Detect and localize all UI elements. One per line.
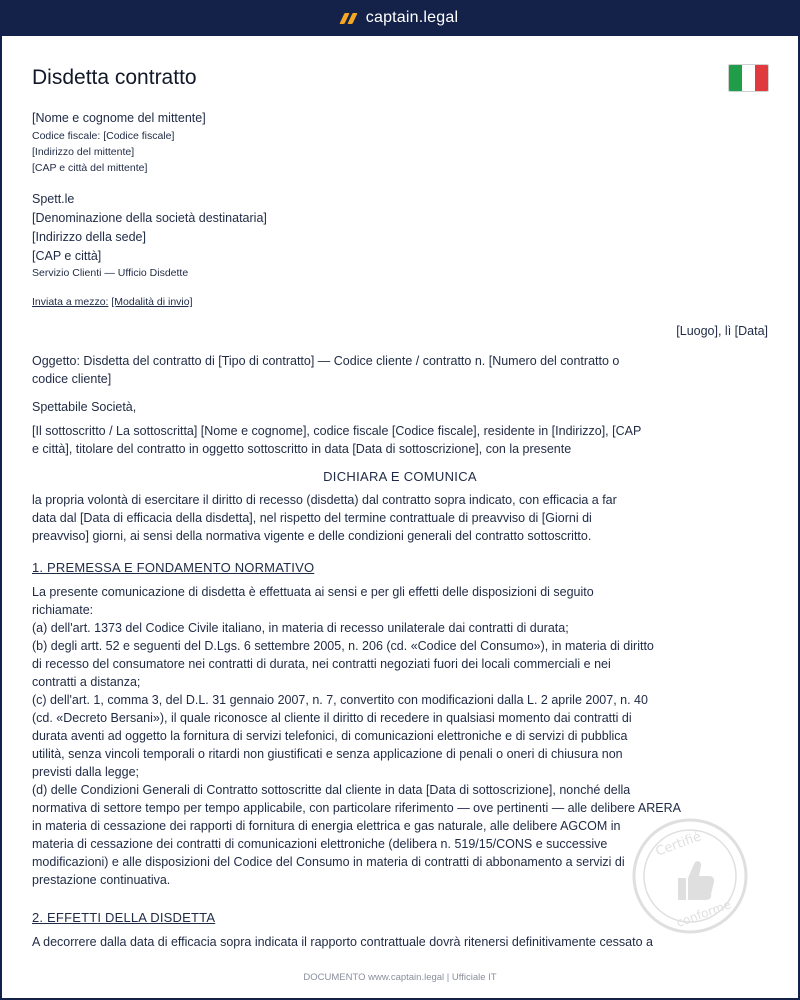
section-1-line: durata aventi ad oggetto la fornitura di servizi telefonici, di comunicazioni elettroniche e di servizi di pubblica — [32, 729, 628, 743]
captain-legal-logo-icon — [342, 13, 358, 24]
section-1-line: materia di cessazione dei contratti di comunicazioni elettroniche (delibera n. 519/15/CONS e successive — [32, 837, 608, 851]
section-1-line: (c) dell'art. 1, comma 3, del D.L. 31 gennaio 2007, n. 7, convertito con modificazioni dalla L. 2 aprile 2007, n. 40 — [32, 693, 648, 707]
document-sheet — [2, 36, 798, 998]
section-1-heading: 1. PREMESSA E FONDAMENTO NORMATIVO — [32, 560, 315, 575]
italy-flag-icon — [728, 64, 769, 92]
section-1-line: (d) delle Condizioni Generali di Contratto sottoscritte dal cliente in data [Data di sottoscrizione], nonché della — [32, 783, 631, 797]
section-1-line: prestazione continuativa. — [32, 873, 171, 887]
greeting: Spettabile Società, — [32, 400, 137, 414]
section-1-line: di recesso del consumatore nei contratti di durata, nei contratti negoziati fuori dei locali commerciali e nei — [32, 657, 611, 671]
section-1-line: contratti a distanza; — [32, 675, 141, 689]
subject — [32, 352, 744, 388]
section-1-line: modificazioni) e alle disposizioni del Codice del Consumo in materia di contratti di abbonamento a servizi di — [32, 855, 625, 869]
intro-line: [Il sottoscritto / La sottoscritta] [Nome e cognome], codice fiscale [Codice fiscale], residente in [Indirizzo], [CAP — [32, 424, 642, 438]
declaration-paragraph — [32, 491, 744, 545]
section-1-line: (cd. «Decreto Bersani»), il quale riconosce al cliente il diritto di recedere in qualsiasi momento dai contratti di — [32, 711, 632, 725]
sender-name: [Nome e cognome del mittente] — [32, 111, 206, 125]
brand-name[interactable]: captain.legal — [365, 9, 459, 26]
top-bar — [0, 0, 800, 36]
section-1-line: (b) degli artt. 52 e seguenti del D.Lgs. 6 settembre 2005, n. 206 (cd. «Codice del Consumo»), in materia di diritto — [32, 639, 654, 653]
declaration-line: preavviso] giorni, ai sensi della normativa vigente e delle condizioni generali del contratto sottoscritto. — [32, 529, 592, 543]
section-1-line: (a) dell'art. 1373 del Codice Civile italiano, in materia di recesso unilaterale dai contratti di durata; — [32, 621, 569, 635]
section-1-line: previsti dalla legge; — [32, 765, 140, 779]
declaration-line: data dal [Data di efficacia della disdetta], nel rispetto del termine contrattuale di preavviso di [Giorni di — [32, 511, 592, 525]
svg-text:Certifié: Certifié — [653, 829, 704, 860]
section-1-line: richiamate: — [32, 603, 94, 617]
section-2-heading: 2. EFFETTI DELLA DISDETTA — [32, 910, 216, 925]
footer: DOCUMENTO www.captain.legal | Ufficiale IT — [303, 972, 497, 983]
declaration-heading: DICHIARA E COMUNICA — [323, 469, 477, 484]
subject-line: Oggetto: Disdetta del contratto di [Tipo di contratto] — Codice cliente / contratto n. [Numero del contratto o — [32, 354, 620, 368]
sender-address: [Indirizzo del mittente] — [32, 146, 135, 158]
section-1-line: normativa di settore tempo per tempo applicabile, con particolare riferimento — ove pertinenti — alle delibere ARERA — [32, 801, 681, 815]
certified-stamp-icon — [630, 816, 750, 936]
sent-via-value: [Modalità di invio] — [111, 296, 193, 308]
section-1-line: in materia di cessazione dei rapporti di fornitura di energia elettrica e gas naturale, alle delibere AGCOM in — [32, 819, 621, 833]
svg-text:conforme: conforme — [674, 897, 733, 930]
section-1-line: utilità, senza vincoli temporali o ritardi non giustificati e senza applicazione di penali o oneri di chiusura non — [32, 747, 623, 761]
recipient-company: [Denominazione della società destinataria] — [32, 211, 267, 225]
sent-via — [32, 296, 193, 308]
intro-paragraph — [32, 422, 744, 458]
section-2-line: A decorrere dalla data di efficacia sopra indicata il rapporto contrattuale dovrà ritenersi definitivamente cessato a — [32, 935, 653, 949]
place-date: [Luogo], lì [Data] — [676, 324, 768, 338]
sender-city: [CAP e città del mittente] — [32, 162, 148, 174]
document-title: Disdetta contratto — [32, 66, 197, 89]
section-1-line: La presente comunicazione di disdetta è effettuata ai sensi e per gli effetti delle disposizioni di seguito — [32, 585, 594, 599]
subject-line: codice cliente] — [32, 372, 112, 386]
recipient-department: Servizio Clienti — Ufficio Disdette — [32, 267, 189, 279]
declaration-line: la propria volontà di esercitare il diritto di recesso (disdetta) dal contratto sopra indicato, con efficacia a far — [32, 493, 617, 507]
recipient-address: [Indirizzo della sede] — [32, 230, 146, 244]
intro-line: e città], titolare del contratto in oggetto sottoscritto in data [Data di sottoscrizione], con la presente — [32, 442, 572, 456]
recipient-city: [CAP e città] — [32, 249, 102, 263]
sent-via-label: Inviata a mezzo: — [32, 296, 109, 308]
sender-tax-code: Codice fiscale: [Codice fiscale] — [32, 130, 175, 142]
recipient-salutation: Spett.le — [32, 192, 75, 206]
